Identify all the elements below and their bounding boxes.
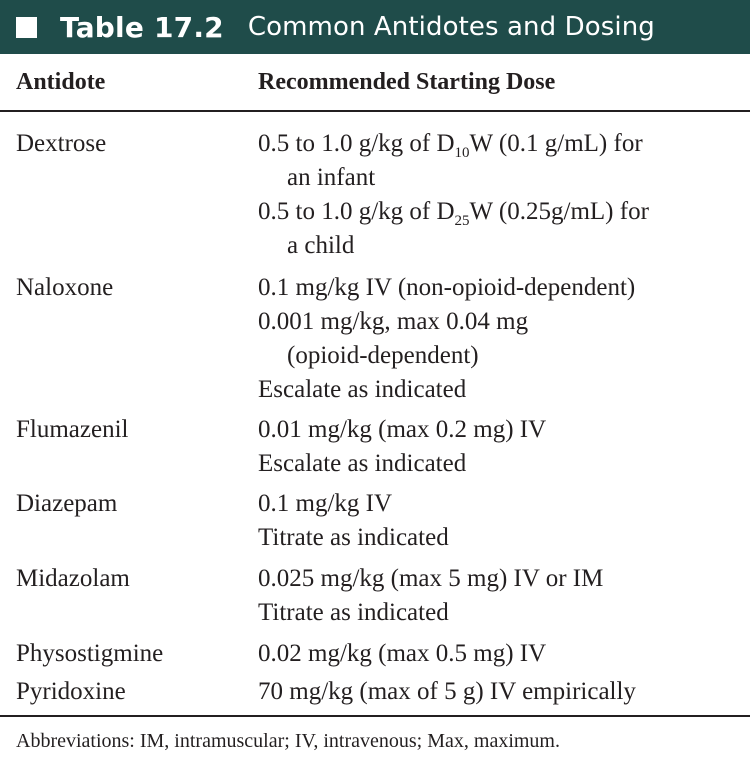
dose-text: 0.02 mg/kg (max 0.5 mg) IV [258,640,547,667]
dose-entry [258,413,748,447]
dose-text: Titrate as indicated [258,599,449,626]
dose-entry [258,195,748,263]
dose-text: 0.025 mg/kg (max 5 mg) IV or IM [258,565,604,592]
antidote-name: Naloxone [16,274,114,301]
antidote-name: Diazepam [16,490,118,517]
dose-text: 0.001 mg/kg, max 0.04 mg [258,308,529,335]
dose-list [258,562,748,630]
dose-text: Escalate as indicated [258,450,467,477]
antidote-name: Pyridoxine [16,678,126,705]
dose-entry [258,305,748,373]
dose-list [258,675,748,709]
dose-entry [258,127,748,195]
dose-entry [258,447,748,481]
table-title: Common Antidotes and Dosing [247,12,655,42]
dose-continuation: a child [287,232,355,259]
dose-list [258,637,748,671]
dose-continuation: (opioid-dependent) [287,342,479,369]
antidote-name: Midazolam [16,565,130,592]
dose-text: 0.01 mg/kg (max 0.2 mg) IV [258,416,547,443]
antidote-name: Flumazenil [16,416,129,443]
dose-list [258,487,748,555]
dose-text: 0.5 to 1.0 g/kg of D [258,130,455,157]
antidote-name: Physostigmine [16,640,164,667]
dose-entry [258,596,748,630]
dose-text: 0.5 to 1.0 g/kg of D [258,198,455,225]
dose-text-continued: W (0.1 g/mL) for [469,130,643,157]
dose-continuation: an infant [287,164,376,191]
dose-list [258,271,748,407]
dose-entry [258,487,748,521]
dose-text: Titrate as indicated [258,524,449,551]
table-title-bar [0,0,750,54]
dose-text: Escalate as indicated [258,376,467,403]
dose-list [258,413,748,481]
dose-list [258,127,748,263]
dose-entry [258,637,748,671]
column-header-antidote: Antidote [16,69,106,95]
dose-text: 0.1 mg/kg IV [258,490,393,517]
dose-entry [258,562,748,596]
column-header-dose: Recommended Starting Dose [258,69,556,95]
dose-text: 0.1 mg/kg IV (non-opioid-dependent) [258,274,636,301]
table-footnote: Abbreviations: IM, intramuscular; IV, intravenous; Max, maximum. [16,730,560,752]
dose-entry [258,675,748,709]
dose-subscript: 25 [454,213,470,229]
dose-entry [258,521,748,555]
dose-entry [258,373,748,407]
table-header-row [0,54,750,112]
dose-entry [258,271,748,305]
antidote-name: Dextrose [16,130,107,157]
square-bullet-icon [16,17,37,38]
dose-subscript: 10 [454,145,470,161]
dose-text-continued: W (0.25g/mL) for [469,198,649,225]
dose-text: 70 mg/kg (max of 5 g) IV empirically [258,678,636,705]
table-number: Table 17.2 [60,10,224,44]
table-bottom-rule [0,715,750,717]
